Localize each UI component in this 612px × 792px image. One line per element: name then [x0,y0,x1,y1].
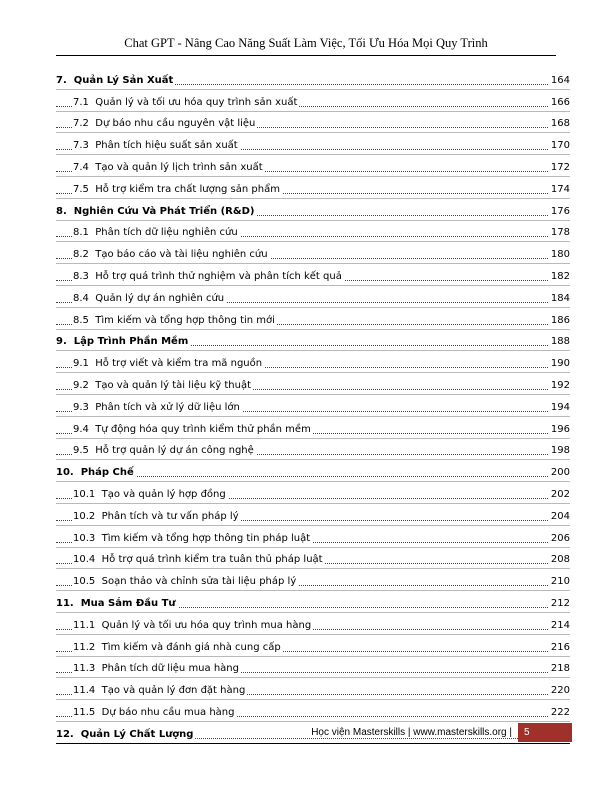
toc-entry-label [56,729,195,740]
toc-entry-label [56,75,175,86]
toc-entry-title: Quản Lý Chất Lượng [80,728,194,740]
toc-entry-page: 184 [550,292,570,304]
toc-section-entry[interactable] [56,90,570,112]
toc-entry-title: Phân tích và tư vấn pháp lý [101,510,239,522]
toc-entry-label [73,184,282,195]
toc-section-entry[interactable] [56,482,570,504]
toc-entry-label [73,663,241,674]
toc-section-entry[interactable] [56,417,570,439]
toc-entry-page: 196 [550,423,570,435]
toc-entry-label [73,489,228,500]
toc-section-entry[interactable] [56,504,570,526]
toc-entry-title: Dự báo nhu cầu mua hàng [101,706,235,718]
footer-text: Học viện Masterskills | www.masterskills.org | [311,727,512,738]
page-number-box [518,723,572,742]
toc-entry-title: Quản Lý Sản Xuất [73,74,174,86]
toc-entry-number: 11. [56,597,74,609]
toc-entry-page: 178 [550,227,570,239]
toc-entry-label [73,511,241,522]
toc-entry-title: Quản lý và tối ưu hóa quy trình mua hàng [101,619,312,631]
toc-entry-number: 8. [56,205,67,217]
running-header-title: Chat GPT - Nâng Cao Năng Suất Làm Việc, Tối Ưu Hóa Mọi Quy Trình [124,36,488,50]
toc-entry-number: 8.2 [73,249,89,261]
toc-section-entry[interactable] [56,373,570,395]
toc-entry-page: 186 [550,314,570,326]
toc-entry-title: Tìm kiếm và tổng hợp thông tin mới [95,314,275,326]
toc-entry-number: 9.1 [73,358,89,370]
toc-entry-title: Quản lý và tối ưu hóa quy trình sản xuất [95,96,298,108]
toc-chapter-entry[interactable] [56,591,570,613]
toc-entry-number: 11.5 [73,706,96,718]
toc-entry-number: 9. [56,336,67,348]
page-footer [311,723,572,742]
toc-entry-page: 210 [550,576,570,588]
toc-entry-title: Tìm kiếm và đánh giá nhà cung cấp [101,641,281,653]
toc-entry-number: 9.4 [73,423,89,435]
toc-chapter-entry[interactable] [56,199,570,221]
toc-entry-title: Phân tích dữ liệu nghiên cứu [95,227,238,239]
toc-entry-title: Tạo và quản lý lịch trình sản xuất [95,161,263,173]
toc-entry-page: 200 [550,467,570,479]
toc-entry-label [73,293,226,304]
toc-entry-page: 188 [550,336,570,348]
toc-entry-page: 172 [550,161,570,173]
toc-entry-title: Tạo báo cáo và tài liệu nghiên cứu [95,249,268,261]
toc-entry-page: 204 [550,510,570,522]
toc-entry-page: 170 [550,140,570,152]
toc-entry-label [73,424,313,435]
toc-entry-title: Tạo và quản lý tài liệu kỹ thuật [95,379,251,391]
toc-section-entry[interactable] [56,635,570,657]
toc-entry-label [56,467,136,478]
toc-entry-number: 8.1 [73,227,89,239]
toc-entry-number: 9.5 [73,445,89,457]
toc-entry-title: Phân tích dữ liệu mua hàng [101,663,239,675]
toc-section-entry[interactable] [56,395,570,417]
toc-section-entry[interactable] [56,439,570,461]
toc-entry-label [56,598,178,609]
toc-entry-page: 180 [550,249,570,261]
toc-entry-title: Nghiên Cứu Và Phát Triển (R&D) [73,205,255,217]
toc-entry-number: 10.2 [73,510,96,522]
toc-entry-page: 190 [550,358,570,370]
toc-entry-page: 214 [550,619,570,631]
toc-entry-number: 9.3 [73,401,89,413]
toc-chapter-entry[interactable] [56,68,570,90]
toc-entry-number: 7.1 [73,96,89,108]
toc-entry-label [73,249,270,260]
toc-entry-title: Hỗ trợ viết và kiểm tra mã nguồn [95,358,263,370]
toc-entry-number: 12. [56,728,74,740]
toc-entry-number: 10.3 [73,532,96,544]
toc-section-entry[interactable] [56,242,570,264]
toc-entry-number: 11.1 [73,619,96,631]
toc-entry-title: Tạo và quản lý đơn đặt hàng [101,685,246,697]
toc-entry-number: 10. [56,467,74,479]
toc-section-entry[interactable] [56,526,570,548]
toc-entry-number: 9.2 [73,379,89,391]
toc-entry-label [73,533,312,544]
toc-entry-page: 194 [550,401,570,413]
toc-entry-label [56,336,190,347]
toc-entry-label [56,206,256,217]
toc-entry-number: 11.4 [73,685,96,697]
toc-entry-label [73,576,298,587]
toc-entry-label [73,380,253,391]
toc-entry-title: Tìm kiếm và tổng hợp thông tin pháp luật [101,532,311,544]
toc-entry-page: 174 [550,183,570,195]
toc-entry-label [73,685,247,696]
toc-section-entry[interactable] [56,678,570,700]
toc-entry-title: Tạo và quản lý hợp đồng [101,488,226,500]
toc-entry-label [73,642,283,653]
toc-entry-page: 198 [550,445,570,457]
toc-section-entry[interactable] [56,351,570,373]
toc-entry-title: Soạn thảo và chỉnh sửa tài liệu pháp lý [101,576,297,588]
toc-entry-title: Hỗ trợ kiểm tra chất lượng sản phẩm [95,183,280,195]
toc-section-entry[interactable] [56,613,570,635]
toc-entry-label [73,227,240,238]
toc-chapter-entry[interactable] [56,460,570,482]
toc-entry-page: 164 [550,74,570,86]
toc-section-entry[interactable] [56,308,570,330]
toc-entry-number: 7.4 [73,161,89,173]
toc-section-entry[interactable] [56,221,570,243]
toc-entry-number: 8.5 [73,314,89,326]
toc-entry-page: 202 [550,488,570,500]
toc-entry-label [73,445,256,456]
toc-entry-label [73,315,277,326]
toc-entry-page: 176 [550,205,570,217]
toc-entry-page: 208 [550,554,570,566]
toc-entry-label [73,402,242,413]
toc-entry-number: 10.4 [73,554,96,566]
toc-entry-title: Quản lý dự án nghiên cứu [95,292,225,304]
toc-entry-number: 8.4 [73,292,89,304]
toc-entry-page: 192 [550,379,570,391]
toc-entry-number: 11.2 [73,641,96,653]
toc-section-entry[interactable] [56,700,570,722]
toc-entry-number: 7.2 [73,118,89,130]
toc-entry-page: 206 [550,532,570,544]
toc-entry-title: Hỗ trợ quá trình thử nghiệm và phân tích kết quả [95,270,342,282]
toc-section-entry[interactable] [56,155,570,177]
toc-entry-label [73,620,313,631]
toc-entry-label [73,707,237,718]
toc-entry-page: 182 [550,270,570,282]
toc-entry-number: 11.3 [73,663,96,675]
toc-entry-page: 212 [550,597,570,609]
toc-entry-title: Hỗ trợ quá trình kiểm tra tuân thủ pháp luật [101,554,323,566]
toc-section-entry[interactable] [56,569,570,591]
toc-entry-page: 168 [550,118,570,130]
toc-entry-number: 7.5 [73,183,89,195]
table-of-contents [56,68,570,744]
toc-entry-title: Tự động hóa quy trình kiểm thử phần mềm [95,423,311,435]
toc-chapter-entry[interactable] [56,330,570,352]
toc-entry-page: 218 [550,663,570,675]
toc-entry-label [73,271,344,282]
toc-section-entry[interactable] [56,112,570,134]
toc-entry-number: 10.5 [73,576,96,588]
toc-entry-label [73,118,257,129]
toc-entry-number: 8.3 [73,270,89,282]
toc-entry-title: Mua Sắm Đầu Tư [80,597,176,609]
toc-entry-title: Hỗ trợ quản lý dự án công nghệ [95,445,254,457]
toc-entry-title: Lập Trình Phần Mềm [73,336,189,348]
toc-entry-number: 7.3 [73,140,89,152]
toc-section-entry[interactable] [56,657,570,679]
running-header [56,36,556,56]
toc-entry-page: 166 [550,96,570,108]
page-number: 5 [524,727,530,738]
toc-entry-page: 220 [550,685,570,697]
toc-section-entry[interactable] [56,264,570,286]
toc-entry-label [73,554,325,565]
toc-entry-number: 10.1 [73,488,96,500]
toc-entry-number: 7. [56,74,67,86]
toc-section-entry[interactable] [56,548,570,570]
toc-entry-label [73,358,264,369]
toc-entry-label [73,162,265,173]
toc-entry-page: 222 [550,706,570,718]
toc-entry-label [73,140,240,151]
toc-entry-label [73,97,299,108]
toc-section-entry[interactable] [56,133,570,155]
toc-section-entry[interactable] [56,177,570,199]
toc-entry-title: Phân tích hiệu suất sản xuất [95,140,238,152]
toc-entry-page: 216 [550,641,570,653]
toc-entry-title: Pháp Chế [80,467,134,479]
toc-section-entry[interactable] [56,286,570,308]
toc-entry-title: Phân tích và xử lý dữ liệu lớn [95,401,240,413]
toc-entry-title: Dự báo nhu cầu nguyên vật liệu [95,118,256,130]
